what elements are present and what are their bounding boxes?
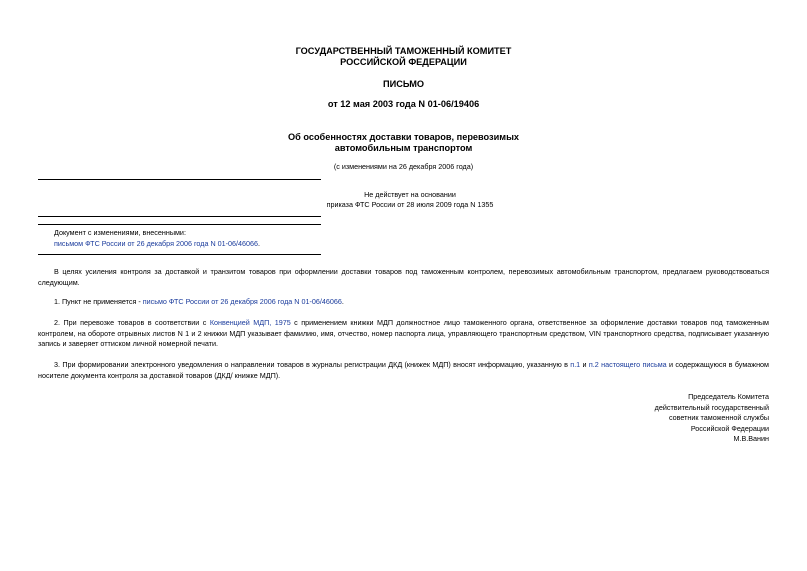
divider-line	[38, 224, 321, 225]
status-notice-line-1: Не действует на основании	[364, 190, 456, 199]
divider-line	[38, 216, 321, 217]
paragraph-3	[38, 360, 769, 381]
paragraph-3-suffix: и содержащуюся в бумажном носителе документа контроля за доставкой товаров (ДКД/ книжке МДП).	[38, 360, 769, 380]
changes-box-reference	[54, 239, 260, 250]
intro-text: В целях усиления контроля за доставкой и транзитом товаров при оформлении доставки товаров под таможенным контролем, перевозимых автомобильным транспортом, предлагаем руководствоваться следующим.	[38, 267, 769, 287]
organization-name-line-1: ГОСУДАРСТВЕННЫЙ ТАМОЖЕННЫЙ КОМИТЕТ	[295, 46, 512, 56]
paragraph-2	[38, 318, 769, 350]
signature-name: М.В.Ванин	[733, 434, 769, 444]
organization-name-line-2: РОССИЙСКОЙ ФЕДЕРАЦИИ	[340, 57, 467, 67]
changes-box-tail: .	[258, 238, 261, 248]
paragraph-3-link-2[interactable]: п.2 настоящего письма	[588, 360, 667, 369]
amendment-note: (с изменениями на 26 декабря 2006 года)	[333, 162, 474, 171]
signature-line-2: действительный государственный	[654, 402, 769, 412]
document-title-line-2: автомобильным транспортом	[334, 143, 473, 153]
paragraph-1-suffix: .	[341, 297, 344, 306]
status-notice-line-2: приказа ФТС России от 28 июля 2009 года N 1355	[326, 200, 494, 209]
intro-paragraph	[38, 267, 769, 288]
document-title-line-1: Об особенностях доставки товаров, перевозимых	[287, 132, 520, 142]
paragraph-2-suffix: с применением книжки МДП должностное лицо таможенного органа, ответственное за оформление доставки товаров под таможенным контролем, на обороте отрывных листов N 1 и 2 книжки МДП указывает фамилию, имя, отчество, номер паспорта лица, управляющего транспортным средством, VIN транспортного средства, подписывает указанную запись и заверяет оттиском личной номерной печати.	[38, 318, 770, 348]
paragraph-1-link[interactable]: письмо ФТС России от 26 декабря 2006 года N 01-06/46066	[142, 297, 342, 306]
signature-line-1: Председатель Комитета	[688, 392, 769, 401]
signature-line-4: Российской Федерации	[690, 423, 769, 433]
paragraph-1	[38, 297, 769, 308]
divider-line	[38, 179, 321, 180]
paragraph-2-prefix: 2. При перевозке товаров в соответствии с	[54, 318, 210, 327]
paragraph-3-mid: и	[580, 360, 589, 369]
amendment-letter-link[interactable]: письмом ФТС России от 26 декабря 2006 года N 01-06/46066	[54, 238, 259, 248]
divider-line	[38, 254, 321, 255]
paragraph-1-prefix: 1. Пункт не применяется -	[54, 297, 143, 306]
changes-box	[54, 228, 260, 249]
signature-block	[655, 392, 769, 445]
document-date-number: от 12 мая 2003 года N 01-06/19406	[327, 99, 480, 109]
tir-convention-link[interactable]: Конвенцией МДП, 1975	[209, 318, 291, 327]
paragraph-3-prefix: 3. При формировании электронного уведомления о направлении товаров в журналы регистрации ДКД (книжек МДП) вносят информацию, указанную в	[54, 360, 571, 369]
signature-line-3: советник таможенной службы	[668, 413, 769, 423]
paragraph-3-link-1[interactable]: п.1	[570, 360, 581, 369]
changes-box-label: Документ с изменениями, внесенными:	[54, 228, 186, 237]
document-type: ПИСЬМО	[382, 79, 425, 89]
